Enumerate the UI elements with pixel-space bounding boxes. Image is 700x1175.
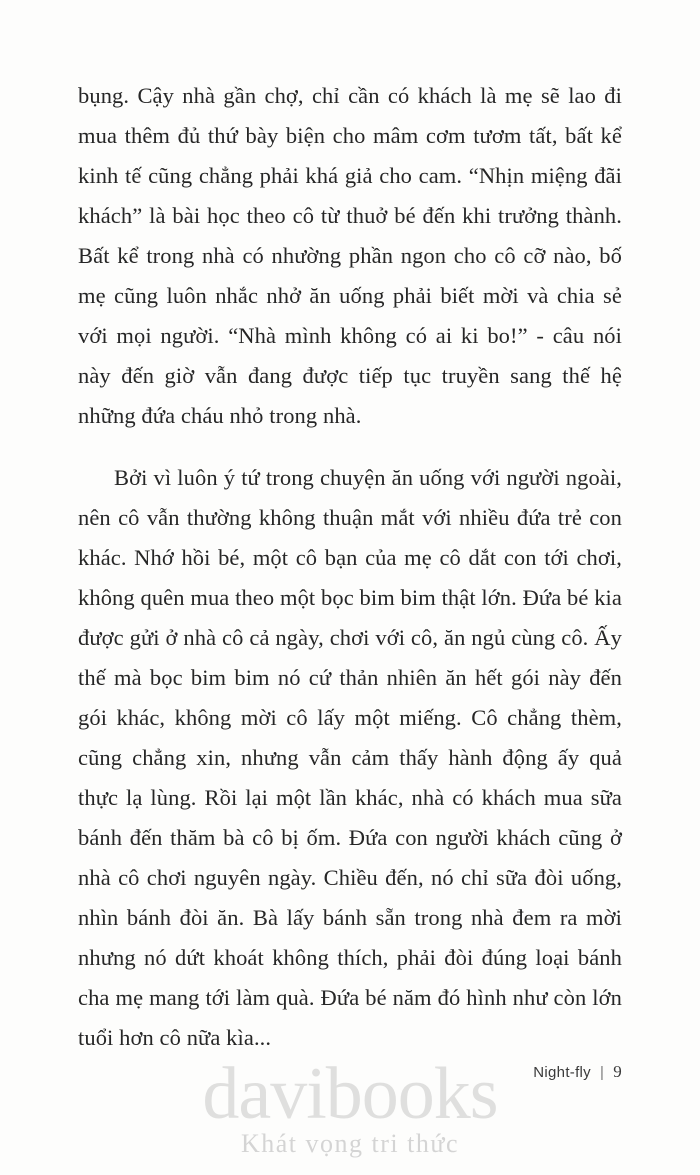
paragraph: Bởi vì luôn ý tứ trong chuyện ăn uống với người ngoài, nên cô vẫn thường không thuận mắt với nhiều đứa trẻ con khác. Nhớ hồi bé, một cô bạn của mẹ cô dắt con tới chơi, không quên mua theo một bọc bim bim thật lớn. Đứa bé kia được gửi ở nhà cô cả ngày, chơi với cô, ăn ngủ cùng cô. Ấy thế mà bọc bim bim nó cứ thản nhiên ăn hết gói này đến gói khác, không mời cô lấy một miếng. Cô chẳng thèm, cũng chẳng xin, nhưng vẫn cảm thấy hành động ấy quả thực lạ lùng. Rồi lại một lần khác, nhà có khách mua sữa bánh đến thăm bà cô bị ốm. Đứa con người khách cũng ở nhà cô chơi nguyên ngày. Chiều đến, nó chỉ sữa đòi uống, nhìn bánh đòi ăn. Bà lấy bánh sẵn trong nhà đem ra mời nhưng nó dứt khoát không thích, phải đòi đúng loại bánh cha mẹ mang tới làm quà. Đứa bé năm đó hình như còn lớn tuổi hơn cô nữa kìa...	[78, 465, 622, 1050]
body-text-column	[78, 76, 622, 1058]
watermark-tagline: Khát vọng tri thức	[240, 1129, 459, 1158]
page-number: 9	[613, 1062, 622, 1081]
page-footer	[533, 1062, 622, 1082]
watermark-brand: davibooks	[202, 1053, 498, 1135]
paragraph: bụng. Cậy nhà gần chợ, chỉ cần có khách là mẹ sẽ lao đi mua thêm đủ thứ bày biện cho mâm cơm tươm tất, bất kể kinh tế cũng chẳng phải khá giả cho cam. “Nhịn miệng đãi khách” là bài học theo cô từ thuở bé đến khi trưởng thành. Bất kể trong nhà có nhường phần ngon cho cô cỡ nào, bố mẹ cũng luôn nhắc nhở ăn uống phải biết mời và chia sẻ với mọi người. “Nhà mình không có ai ki bo!” - câu nói này đến giờ vẫn đang được tiếp tục truyền sang thế hệ những đứa cháu nhỏ trong nhà.	[78, 83, 622, 428]
running-head: Night-fly	[533, 1064, 591, 1081]
footer-separator: |	[599, 1064, 605, 1081]
